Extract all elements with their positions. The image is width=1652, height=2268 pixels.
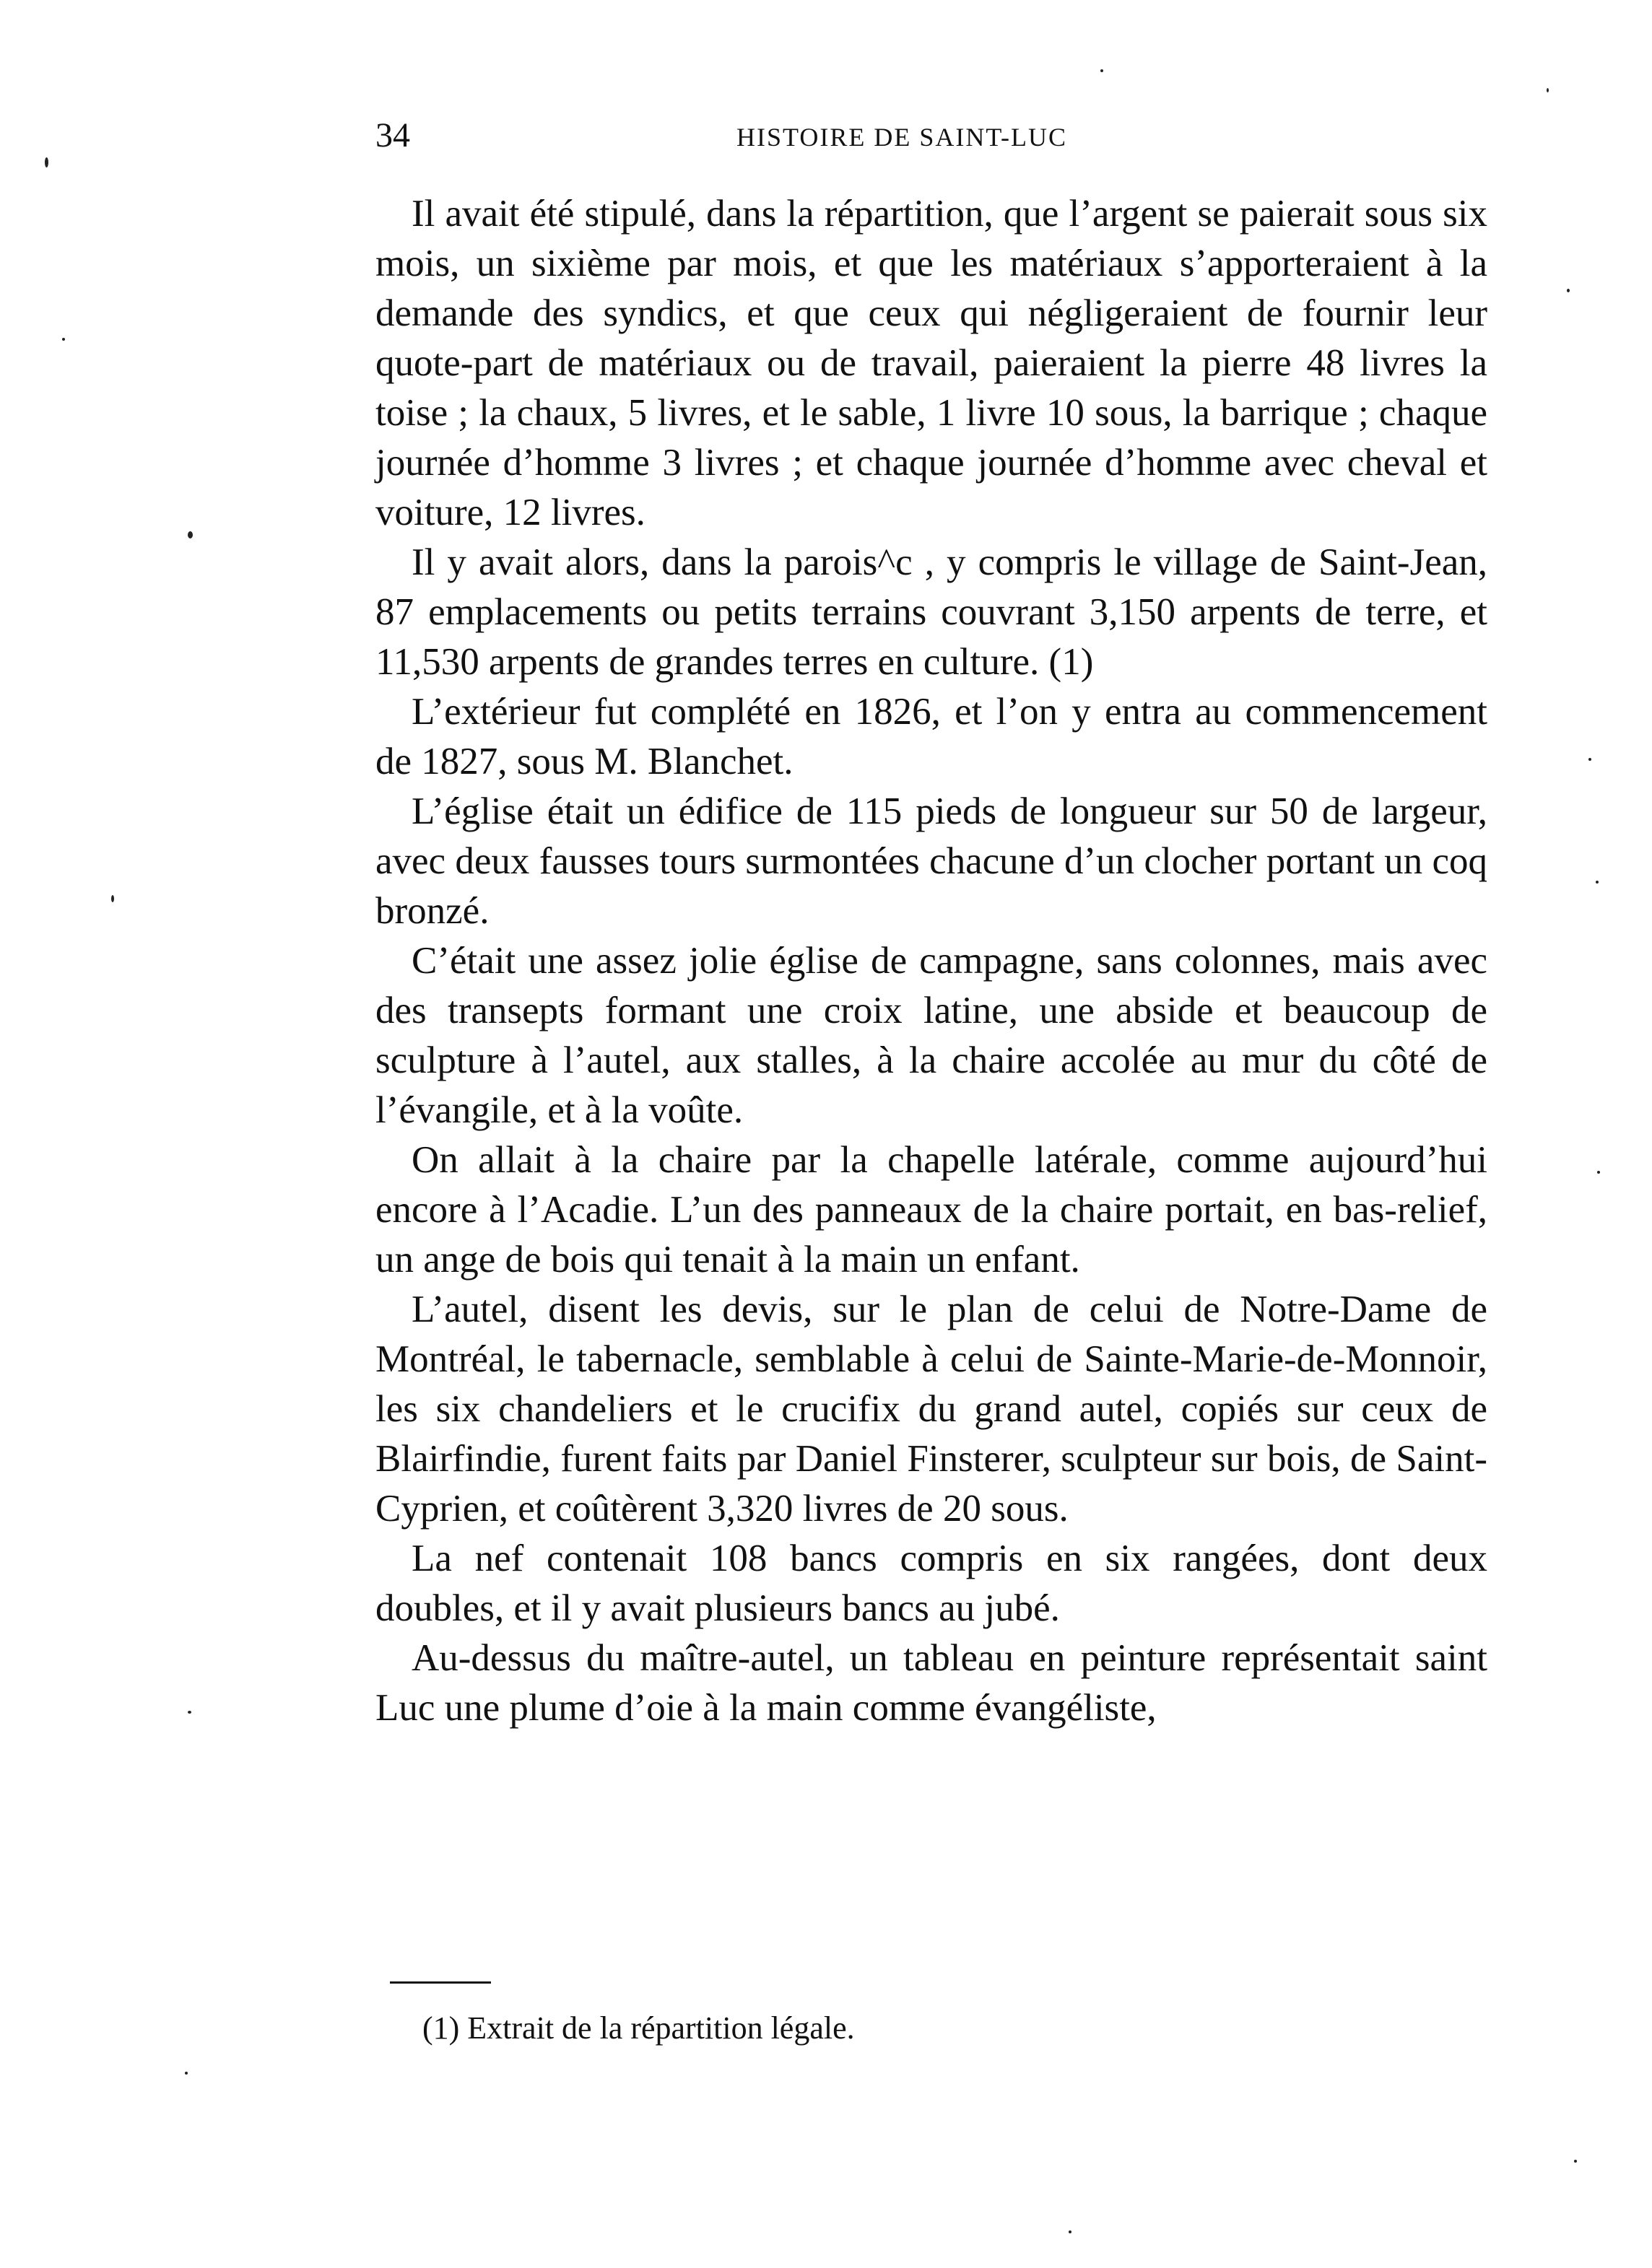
- scan-speck: [111, 895, 114, 902]
- paragraph: L’église était un édifice de 115 pieds de longueur sur 50 de largeur, avec deux fausses tours surmontées chacune d’un clocher portant un coq bronzé.: [375, 790, 1487, 932]
- paragraph: On allait à la chaire par la chapelle latérale, comme aujourd’hui encore à l’Acadie. L’un des panneaux de la chaire portait, en bas-relief, un ange de bois qui tenait à la main un enfant.: [375, 1139, 1487, 1281]
- scan-speck: [1588, 758, 1591, 761]
- paragraph: Il y avait alors, dans la parois^c , y compris le village de Saint-Jean, 87 emplacements ou petits terrains couvrant 3,150 arpents de terre, et 11,530 arpents de grandes terres en culture. (1): [375, 541, 1487, 683]
- page-number: 34: [375, 116, 410, 154]
- scan-speck: [188, 1711, 191, 1714]
- scan-speck: [1597, 1171, 1600, 1174]
- scan-speck: [1069, 2230, 1071, 2233]
- scan-speck: [185, 2072, 188, 2075]
- scan-speck: [1596, 881, 1599, 884]
- paragraph: Il avait été stipulé, dans la répartition, que l’argent se paierait sous six mois, un sixième par mois, et que les matériaux s’apporteraient à la demande des syndics, et que ceux qui négligeraient de fournir leur quote-part de matériaux ou de travail, paieraient la pierre 48 livres la toise ; la chaux, 5 livres, et le sable, 1 livre 10 sous, la barrique ; chaque journée d’homme 3 livres ; et chaque journée d’homme avec cheval et voiture, 12 livres.: [375, 193, 1487, 533]
- scan-speck: [188, 531, 193, 538]
- paragraph: La nef contenait 108 bancs compris en six rangées, dont deux doubles, et il y avait plusieurs bancs au jubé.: [375, 1538, 1487, 1629]
- scan-speck: [1567, 289, 1570, 292]
- footnote-rule: [390, 1981, 491, 1984]
- scan-speck: [62, 338, 65, 341]
- paragraph: C’était une assez jolie église de campagne, sans colonnes, mais avec des transepts formant une croix latine, une abside et beaucoup de sculpture à l’autel, aux stalles, à la chaire accolée au mur du côté de l’évangile, et à la voûte.: [375, 940, 1487, 1131]
- paragraph: L’extérieur fut complété en 1826, et l’on y entra au commencement de 1827, sous M. Blanchet.: [375, 691, 1487, 782]
- page-header: [375, 114, 1487, 157]
- scan-speck: [1547, 88, 1549, 92]
- scan-speck: [1100, 69, 1103, 72]
- scan-speck: [45, 157, 48, 167]
- paragraph: L’autel, disent les devis, sur le plan de celui de Notre-Dame de Montréal, le tabernacle, semblable à celui de Sainte-Marie-de-Monnoir, les six chandeliers et le crucifix du grand autel, copiés sur ceux de Blairfindie, furent faits par Daniel Finsterer, sculpteur sur bois, de Saint-Cyprien, et coûtèrent 3,320 livres de 20 sous.: [375, 1288, 1487, 1530]
- footnote: (1) Extrait de la répartition légale.: [422, 2010, 855, 2046]
- scan-speck: [1574, 2160, 1577, 2163]
- running-head: HISTOIRE DE SAINT-LUC: [736, 123, 1068, 152]
- paragraph: Au-dessus du maître-autel, un tableau en peinture représentait saint Luc une plume d’oie à la main comme évangéliste,: [375, 1637, 1487, 1729]
- body-text: [375, 189, 1487, 1733]
